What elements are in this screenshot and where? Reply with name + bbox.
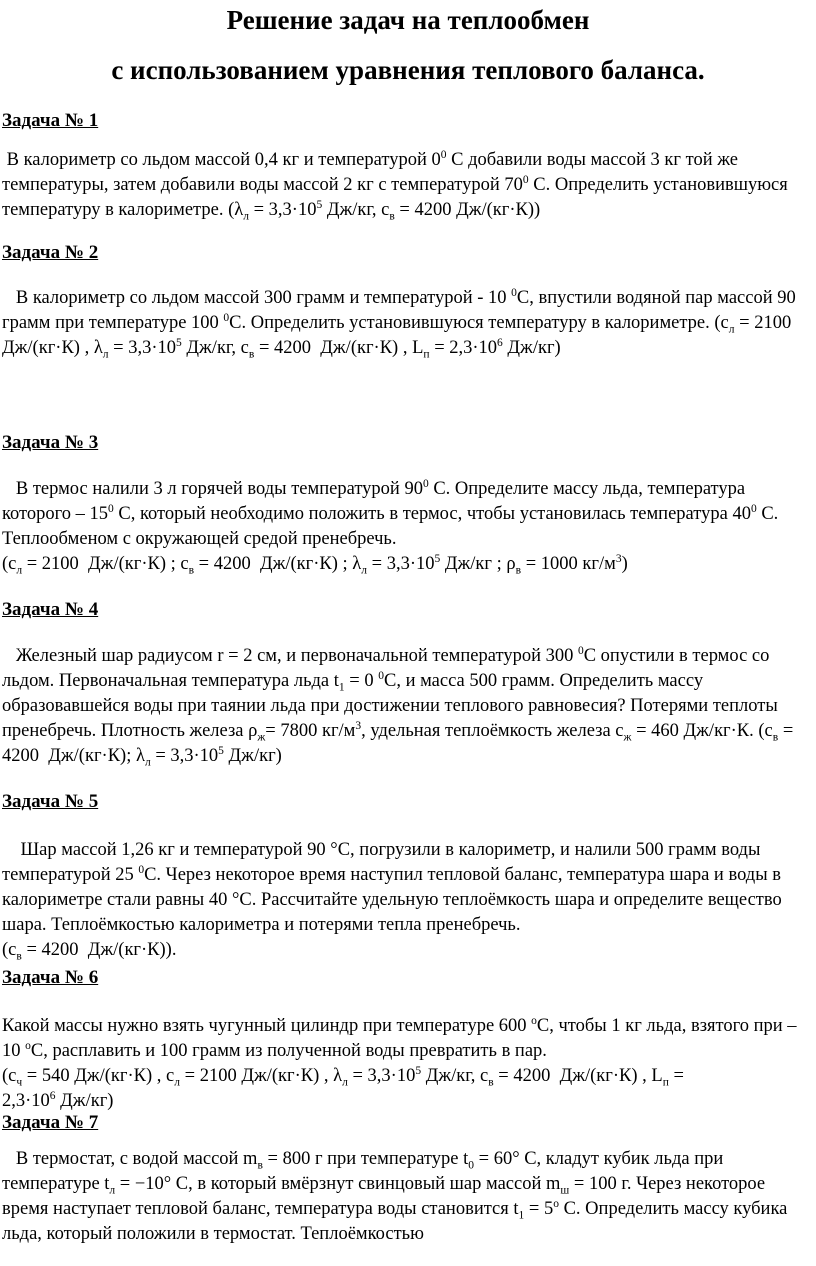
task-5-heading: Задача № 5 <box>2 791 99 812</box>
page-subtitle: с использованием уравнения теплового баланса. <box>111 55 705 85</box>
task-2-heading: Задача № 2 <box>2 242 99 263</box>
task-1-heading: Задача № 1 <box>2 110 99 131</box>
task-3-text: В термос налили 3 л горячей воды температурой $90^0$ С. Определите массу льда, температура которого – $15^0$ С, который необходимо положить в термос, чтобы установилась температура $40^0$ С. Теплообменом с окружающей средой пренебречь. ($с_л = 2100$ Дж/(кг·К) ; $с_в = 4200$ Дж/(кг·К) ; $\lambda_л = 3,3\cdot 10^5$ Дж/кг ; $\rho_в = 1000$ $кг/м^3$) <box>2 477 779 577</box>
task-4-heading: Задача № 4 <box>2 599 99 620</box>
task-7-text: В термостат, с водой массой $m_в = 800$ г при температуре $t_0 = 60^\circ$ С, кладут кубик льда при температуре $t_л = -10^\circ$ С, в который вмёрзнут свинцовый шар массой $m_ш = 100$ г. Через некоторое время наступает тепловой баланс, температура воды становится $t_1 = 5^о$ С. Определить массу кубика льда, который положили в термостат. Теплоёмкостью <box>2 1149 788 1244</box>
task-7-heading: Задача № 7 <box>2 1112 99 1133</box>
page-title: Решение задач на теплообмен <box>226 5 590 35</box>
task-5-text: Шар массой 1,26 кг и температурой 90 °С, погрузили в калориметр, и налили 500 грамм воды температурой 25 $^0$С. Через некоторое время наступил тепловой баланс, температура шара и воды в калориметре стали равны 40 °С. Рассчитайте удельную теплоёмкость шара и определите вещество шара. Теплоёмкостью калориметра и потерями тепла пренебречь. ($с_в = 4200$ Дж/(кг·К)). <box>2 840 782 963</box>
task-6-text: Какой массы нужно взять чугунный цилиндр при температуре 600 $^о$С, чтобы 1 кг льда, взятого при – 10 $^о$С, расплавить и 100 грамм из полученной воды превратить в пар. ($с_ч = 540$ Дж/(кг·К) , $с_л = 2100$ Дж/(кг·К) , $\lambda_л = 3,3\cdot 10^5$ Дж/кг, $с_в = 4200$ Дж/(кг·К) , $L_п$ = $2,3\cdot 10^6$ Дж/кг) <box>2 1014 797 1111</box>
task-3-heading: Задача № 3 <box>2 432 99 453</box>
task-1-text: В калориметр со льдом массой 0,4 кг и температурой $0^0$ С добавили воды массой 3 кг той же температуры, затем добавили воды массой 2 кг с температурой $70^0$ С. Определить установившуюся температуру в калориметре. ($\lambda_л = 3,3\cdot 10^5$ Дж/кг, $с_в = 4200$ Дж/(кг·К)) <box>2 148 788 223</box>
task-6-heading: Задача № 6 <box>2 967 99 988</box>
task-4-text: Железный шар радиусом r = 2 см, и первоначальной температурой 300 $^0$С опустили в термос со льдом. Первоначальная температура льда $t_1 = 0$ $^0$С, и масса 500 грамм. Определить массу образовавшейся воды при таянии льда при достижении теплового равновесия? Потерями теплоты пренебречь. Плотность железа $\rho_ж= 7800$ $кг/м^3$, удельная теплоёмкость железа $с_ж = 460$ Дж/кг·К. ($с_в = 4200$ Дж/(кг·К); $\lambda_л = 3,3\cdot 10^5$ Дж/кг) <box>2 644 794 769</box>
task-2-text: В калориметр со льдом массой 300 грамм и температурой - 10 $^0$С, впустили водяной пар массой 90 грамм при температуре 100 $^0$С. Определить установившуюся температуру в калориметре. ($с_л = 2100$ Дж/(кг·К) , $\lambda_л = 3,3\cdot 10^5$ Дж/кг, $с_в = 4200$ Дж/(кг·К) , $L_п = 2,3\cdot 10^6$ Дж/кг) <box>2 286 796 361</box>
